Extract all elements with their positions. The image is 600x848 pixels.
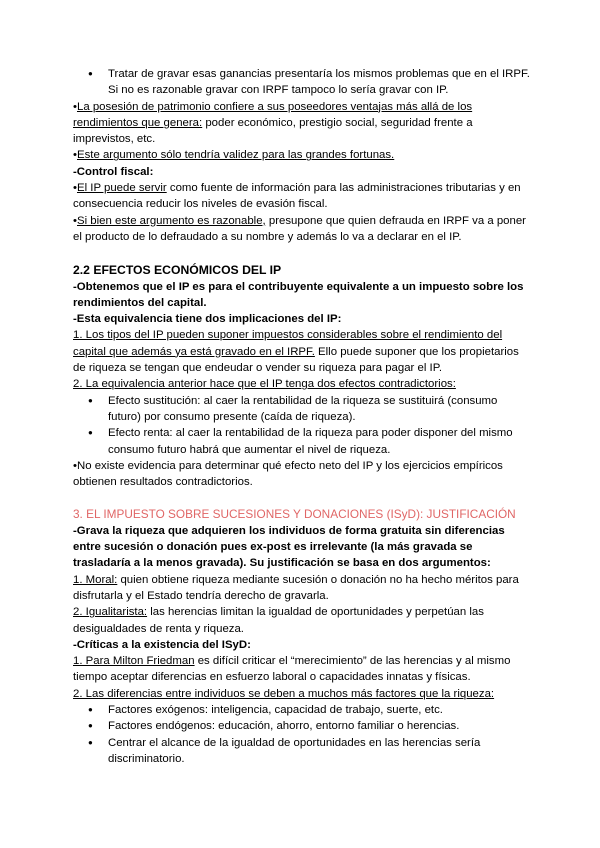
bold-statement-implicaciones: -Esta equivalencia tiene dos implicaciones del IP: <box>73 313 342 326</box>
bold-statement-criticas: -Críticas a la existencia del ISyD: <box>73 638 251 651</box>
section-heading-3: 3. EL IMPUESTO SOBRE SUCESIONES Y DONACIONES (ISyD): JUSTIFICACIÓN <box>73 507 516 522</box>
bold-statement-grava: -Grava la riqueza que adquieren los individuos de forma gratuita sin diferencias entre sucesión o donación pues ex-post es irrelevante (la más gravada se trasladaría a la menos gravada). Su justificación se basa en dos argumentos: <box>73 524 505 570</box>
document-page <box>73 66 533 767</box>
paragraph-igualitarista: 2. Igualitarista: las herencias limitan la igualdad de oportunidades y perpetúan las desigualdades de renta y riqueza. <box>73 606 484 635</box>
paragraph-grandes-fortunas: •Este argumento sólo tendría validez para las grandes fortunas. <box>73 149 395 162</box>
paragraph-implicacion-1: 1. Los tipos del IP pueden suponer impuestos considerables sobre el rendimiento del capital que además ya está gravado en el IRPF. Ello puede suponer que los propietarios de riqueza se tengan que endeudar o vender su riqueza para pagar el IP. <box>73 329 519 375</box>
paragraph-implicacion-2: 2. La equivalencia anterior hace que el IP tenga dos efectos contradictorios: <box>73 378 456 391</box>
bullet-list-efectos <box>73 393 533 458</box>
bold-statement-equivalente: -Obtenemos que el IP es para el contribuyente equivalente a un impuesto sobre los rendimientos del capital. <box>73 280 524 309</box>
list-item: ● Factores exógenos: inteligencia, capacidad de trabajo, suerte, etc. <box>108 702 533 718</box>
paragraph-friedman: 1. Para Milton Friedman es difícil criticar el “merecimiento” de las herencias y al mismo tiempo aceptar diferencias en esfuerzo laboral o capacidades innatas y físicas. <box>73 655 511 684</box>
spacer <box>73 490 533 506</box>
list-item: ● Centrar el alcance de la igualdad de oportunidades en las herencias sería discriminatorio. <box>108 735 533 768</box>
heading-control-fiscal: -Control fiscal: <box>73 165 154 178</box>
paragraph-diferencias: 2. Las diferencias entre individuos se deben a muchos más factores que la riqueza: <box>73 687 495 700</box>
paragraph-ip-informacion: •El IP puede servir como fuente de información para las administraciones tributarias y en consecuencia reducir los niveles de evasión fiscal. <box>73 182 521 211</box>
list-item: ● Tratar de gravar esas ganancias presentaría los mismos problemas que en el IRPF. Si no es razonable gravar con IRPF tampoco lo sería gravar con IP. <box>108 66 533 99</box>
bullet-list-top <box>73 66 533 99</box>
bullet-list-factores <box>73 702 533 767</box>
list-item: ● Efecto sustitución: al caer la rentabilidad de la riqueza se sustituirá (consumo futuro) por consumo presente (caída de riqueza). <box>108 393 533 426</box>
paragraph-argumento-razonable: •Si bien este argumento es razonable, presupone que quien defrauda en IRPF va a poner el producto de lo defraudado a su nombre y además lo va a declarar en el IP. <box>73 214 526 243</box>
paragraph-moral: 1. Moral: quien obtiene riqueza mediante sucesión o donación no ha hecho méritos para disfrutarla y el Estado tendría derecho de gravarla. <box>73 573 519 602</box>
paragraph-no-evidencia: •No existe evidencia para determinar qué efecto neto del IP y los ejercicios empíricos obtienen resultados contradictorios. <box>73 459 503 489</box>
spacer <box>73 245 533 261</box>
section-heading-2-2: 2.2 EFECTOS ECONÓMICOS DEL IP <box>73 263 282 278</box>
list-item: ● Efecto renta: al caer la rentabilidad de la riqueza para poder disponer del mismo consumo futuro habrá que aumentar el nivel de riqueza. <box>108 425 533 458</box>
list-item: ● Factores endógenos: educación, ahorro, entorno familiar o herencias. <box>108 718 533 734</box>
paragraph-patrimonio: •La posesión de patrimonio confiere a sus poseedores ventajas más allá de los rendimientos que genera: poder económico, prestigio social, seguridad frente a imprevistos, etc. <box>73 100 473 146</box>
